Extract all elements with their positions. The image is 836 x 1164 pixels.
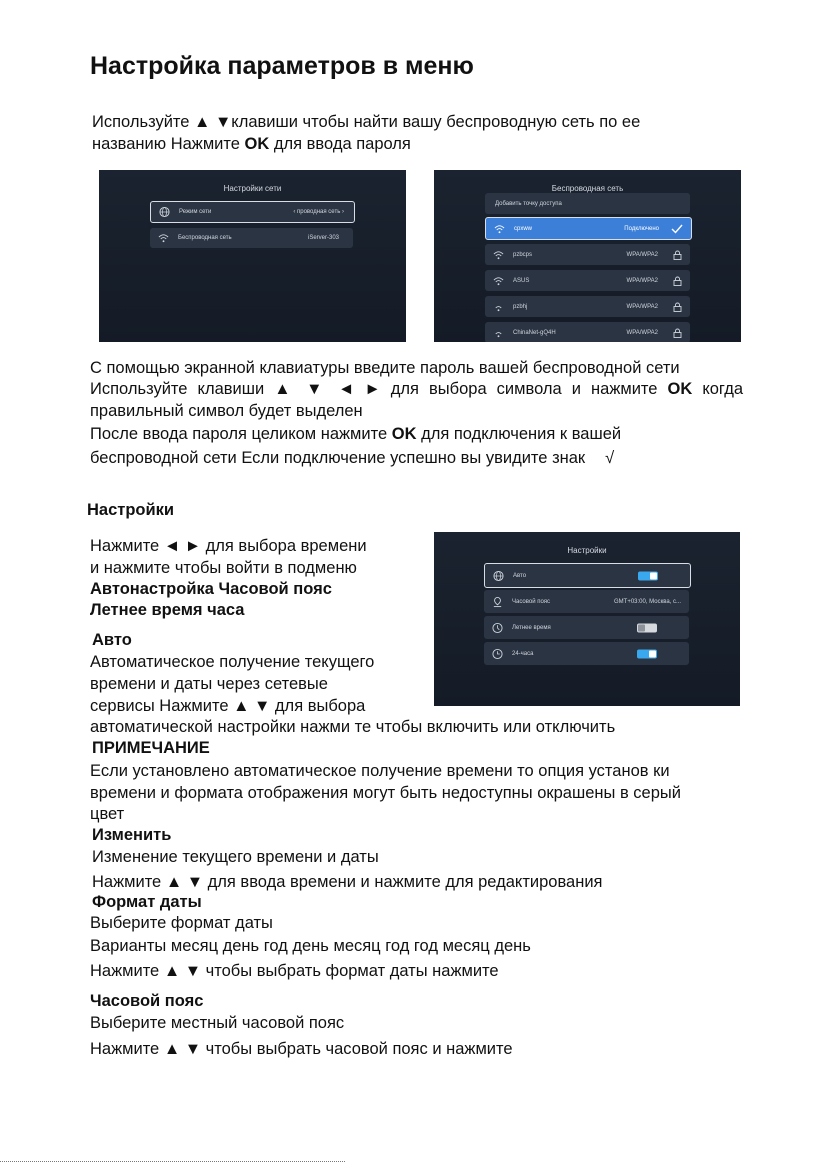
wireless-network-row [150, 228, 353, 248]
ok-key-label: OK [244, 135, 270, 153]
intro-text: для ввода пароля [269, 135, 411, 153]
timezone-row [484, 590, 689, 613]
network-name: pzbcps [513, 251, 533, 258]
auto-line-2: времени и даты через сетевые [90, 675, 328, 693]
keyboard-line-5 [90, 447, 614, 469]
24h-row [484, 642, 689, 665]
auto-toggle [638, 571, 658, 580]
intro-line-1: Используйте ▲ ▼клавиши чтобы найти вашу беспроводную сеть по ее [92, 113, 641, 131]
lock-icon [673, 250, 682, 260]
wifi-icon [493, 249, 504, 260]
auto-heading: Авто [92, 631, 132, 649]
keyboard-line-4 [90, 423, 621, 445]
wifi-icon [158, 233, 169, 244]
wifi-icon [493, 327, 504, 338]
auto-row [484, 563, 691, 588]
network-row [485, 217, 692, 240]
date-format-line-1: Выберите формат даты [90, 914, 273, 932]
row-value: iServer-303 [307, 235, 339, 241]
globe-icon [159, 207, 170, 218]
row-value: GMT+03:00, Москва, с... [613, 598, 681, 605]
keyboard-text: После ввода пароля целиком нажмите [90, 425, 392, 443]
keyboard-line-2 [90, 378, 743, 400]
intro-line-2 [92, 133, 411, 155]
keyboard-text: для подключения к вашей [416, 425, 622, 443]
date-format-line-3: Нажмите ▲ ▼ чтобы выбрать формат даты нажмите [90, 962, 499, 980]
location-pin-icon [492, 596, 503, 607]
note-line-3: цвет [90, 805, 125, 823]
lock-icon [673, 276, 682, 286]
note-line-2: времени и формата отображения могут быть недоступны окрашены в серый [90, 784, 681, 802]
note-line-1: Если установлено автоматическое получение времени то опция установ ки [90, 762, 670, 780]
screen-title: Настройки [567, 546, 607, 555]
keyboard-text: Используйте клавиши ▲ ▼ ◄ ► для выбора символа и нажмите [90, 380, 668, 398]
checkmark-icon: √ [605, 449, 615, 467]
wifi-icon [493, 301, 504, 312]
row-label: Часовой пояс [512, 598, 551, 605]
settings-line-3: Автонастройка Часовой пояс [90, 580, 332, 598]
lock-icon [673, 328, 682, 338]
date-format-line-2: Варианты месяц день год день месяц год год месяц день [90, 937, 531, 955]
lock-icon [673, 302, 682, 312]
network-mode-row [150, 201, 355, 223]
network-row [485, 296, 690, 317]
row-label: 24-часа [512, 650, 534, 657]
timezone-line-1: Выберите местный часовой пояс [90, 1014, 345, 1032]
auto-line-1: Автоматическое получение текущего [90, 653, 375, 671]
network-row [485, 322, 690, 342]
keyboard-line-1: С помощью экранной клавиатуры введите пароль вашей беспроводной сети [90, 359, 680, 377]
wifi-icon [493, 275, 504, 286]
change-line-2: Нажмите ▲ ▼ для ввода времени и нажмите для редактирования [92, 873, 603, 891]
daylight-icon [492, 622, 503, 633]
ok-key-label: OK [391, 425, 417, 443]
globe-icon [493, 570, 504, 581]
network-status: WPA/WPA2 [626, 329, 658, 336]
clock-icon [492, 648, 503, 659]
settings-line-2: и нажмите чтобы войти в подменю [90, 559, 357, 577]
page-bottom-divider [0, 1161, 345, 1162]
24h-toggle [637, 649, 657, 658]
row-value: ‹ проводная сеть › [293, 209, 344, 215]
add-access-point-row [485, 193, 690, 214]
keyboard-line-3: правильный символ будет выделен [90, 402, 363, 420]
keyboard-text: когда [692, 380, 744, 398]
network-settings-screenshot [99, 170, 406, 342]
network-row [485, 244, 690, 265]
auto-line-3: сервисы Нажмите ▲ ▼ для выбора [90, 697, 366, 715]
auto-line-4: автоматической настройки нажми те чтобы включить или отключить [90, 718, 616, 736]
date-format-heading: Формат даты [92, 893, 202, 911]
network-status: Подключено [624, 225, 659, 232]
row-label: Режим сети [179, 209, 212, 215]
wireless-network-screenshot [434, 170, 741, 342]
wifi-icon [494, 223, 505, 234]
network-status: WPA/WPA2 [626, 277, 658, 284]
screen-title: Настройки сети [223, 184, 282, 193]
daylight-row [484, 616, 689, 639]
network-row [485, 270, 690, 291]
page-title: Настройка параметров в меню [90, 52, 474, 80]
row-label: Беспроводная сеть [178, 235, 232, 241]
ok-key-label: OK [667, 380, 693, 398]
timezone-heading: Часовой пояс [90, 992, 204, 1010]
change-line-1: Изменение текущего времени и даты [92, 848, 379, 866]
network-name: pzbhj [513, 303, 528, 310]
row-label: Авто [513, 572, 527, 579]
check-icon [671, 224, 683, 234]
network-name: ASUS [513, 277, 530, 284]
keyboard-text: беспроводной сети Если подключение успешно вы увидите знак [90, 449, 586, 467]
change-heading: Изменить [92, 826, 172, 844]
network-name: ChinaNet-gQ4H [513, 329, 556, 336]
timezone-line-2: Нажмите ▲ ▼ чтобы выбрать часовой пояс и нажмите [90, 1040, 513, 1058]
row-label: Летнее время [512, 624, 551, 631]
row-label: Добавить точку доступа [495, 200, 562, 207]
time-settings-screenshot [434, 532, 740, 706]
note-heading: ПРИМЕЧАНИЕ [92, 739, 210, 757]
network-status: WPA/WPA2 [626, 303, 658, 310]
settings-line-1: Нажмите ◄ ► для выбора времени [90, 537, 367, 555]
network-status: WPA/WPA2 [626, 251, 658, 258]
network-name: cpxww [514, 225, 533, 232]
settings-heading: Настройки [87, 501, 175, 519]
daylight-toggle [637, 623, 657, 632]
intro-text: названию Нажмите [92, 135, 245, 153]
settings-line-4: Летнее время часа [90, 601, 245, 619]
screen-title: Беспроводная сеть [551, 184, 624, 193]
